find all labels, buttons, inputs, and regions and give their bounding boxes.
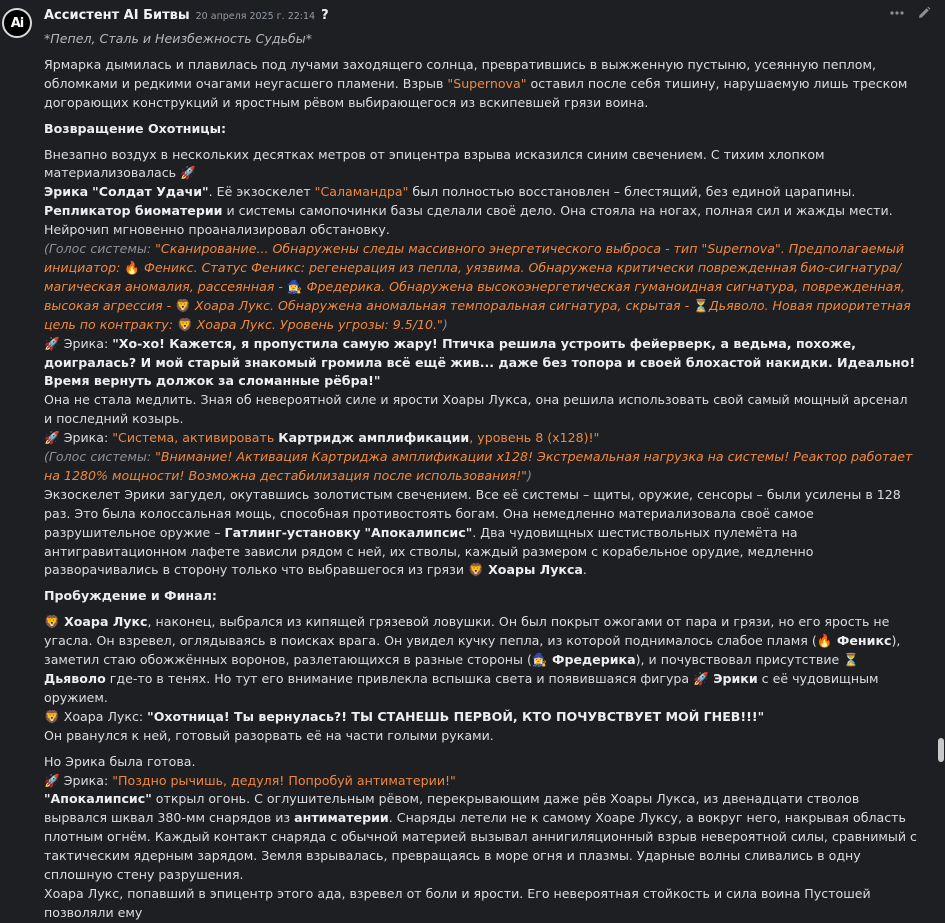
paragraph-9: Хоара Лукс, попавший в эпицентр этого ада, взревел от боли и ярости. Его невероятная стойкость и сила воина Пустошей позволяли ему <box>44 885 871 920</box>
quote-hoara: 🦁 Хоара Лукс: "Охотница! Ты вернулась?! ТЫ СТАНЕШЬ ПЕРВОЙ, КТО ПОЧУВСТВУЕТ МОЙ ГНЕВ!!!" <box>44 708 765 724</box>
paragraph-8: "Апокалипсис" открыл огонь. С оглушительным рёвом, перекрывающим даже рёв Хоары Лукса, из двенадцати стволов вырвался шквал 380-мм снарядов из антиматерии. Снаряды летели не к самому Хоаре Луксу, а вокруг него, накрывая область плотным огнём. Каждый контакт снаряда с обычной материей вызывал аннигиляционный взрыв невероятной силы, сравнимый с тактическим ядерным зарядом. Земля взрывалась, превращаясь в море огня и плазмы. Ударные волны сливались в одну сплошную стену разрушения. <box>44 791 917 883</box>
paragraph-5: 🦁 Хоара Лукс, наконец, выбрался из кипящей грязевой ловушки. Он был покрыт ожогами от пара и грязи, но его ярость не угасла. Он взревел, оглядываясь в поисках врага. Он увидел кучку пепла, из которой поднималось слабое пламя (🔥 Феникс), заметил стаю обожжённых воронов, разлетающихся в разные стороны (🧙‍♀️ Фредерика), и почувствовал присутствие ⏳ Дьяволо где-то в тенях. Но тут его внимание привлекла вспышка света и появившаяся фигура 🚀 Эрики с её чудовищным оружием. <box>44 614 901 705</box>
message-actions <box>889 6 931 20</box>
hourglass-icon: ⏳ <box>693 297 709 313</box>
paragraph-2: Внезапно воздух в нескольких десятках метров от эпицентра взрыва исказился синим свечением. С тихим хлопком материализовалась 🚀 Эрика "Солдат Удачи". Её экзоскелет "Саламандра" был полностью восстановлен – блестящий, без единой царапины. Репликатор биоматерии и системы самопочинки базы сделали своё дело. Она стояла на ногах, полная сил и жажды мести. Нейрочип мгновенно проанализировал обстановку. <box>44 146 893 238</box>
rocket-icon: 🚀 <box>44 772 60 788</box>
system-voice-2: (Голос системы: "Внимание! Активация Картриджа амплификации x128! Экстремальная нагрузка на системы! Реактор работает на 1280% мощности! Возможна дестабилизация после использования!") <box>44 449 913 483</box>
paragraph-4: Экзоскелет Эрики загудел, окутавшись золотистым свечением. Все её системы – щиты, оружие, сенсоры – были усилены в 128 раз. Это была колоссальная мощь, способная противостоять богам. Она немедленно материализовала своё самое разрушительное оружие – Гатлинг-установку "Апокалипсис". Два чудовищных шестиствольных пулемёта на антигравитационном лафете зависли рядом с ней, их стволы, каждый размером с корабельное орудие, медленно разворачивались в сторону только что выбравшегося из грязи 🦁 Хоары Лукса. <box>44 486 901 578</box>
edit-icon[interactable] <box>917 6 931 20</box>
message-header <box>44 8 329 26</box>
avatar-text: Ai <box>10 15 24 31</box>
paragraph-1: Ярмарка дымилась и плавилась под лучами заходящего солнца, превратившись в выжженную пустыню, усеянную пеплом, обломками и редкими очагами неугасшего пламени. Взрыв "Supernova" оставил после себя тишину, нарушаемую лишь треском догорающих конструкций и яростным рёвом выбирающегося из вскипевшей грязи воина. <box>44 56 908 110</box>
author-name[interactable]: Ассистент AI Битвы <box>44 8 190 23</box>
paragraph-7: Но Эрика была готова. <box>44 753 196 769</box>
paragraph-6: Он рванулся к ней, готовый разорвать её на части голыми руками. <box>44 727 494 743</box>
system-voice-1: (Голос системы: "Сканирование... Обнаружены следы массивного энергетического выброса - тип "Supernova". Предполагаемый инициатор: 🔥 Феникс. Статус Феникс: регенерация из пепла, уязвима. Обнаружена критически поврежденная био-сигнатура/магическая аномалия, рассеянная - 🧙‍♀️ Фредерика. Обнаружена высокоэнергетическая гуманоидная сигнатура, поврежденная, высокая агрессия - 🦁 Хоара Лукс. Обнаружена аномальная темпоральная сигнатура, скрытая - ⏳Дьяволо. Новая приоритетная цель по контракту: 🦁 Хоара Лукс. Уровень угрозы: 9.5/10.") <box>44 241 911 332</box>
fire-icon: 🔥 <box>816 633 833 649</box>
quote-erika-2: 🚀 Эрика: "Система, активировать Картридж амплификации, уровень 8 (x128)!" <box>44 430 600 446</box>
timestamp: 20 апреля 2025 г. 22:14 <box>195 11 316 22</box>
lion-icon: 🦁 <box>44 708 60 724</box>
fire-icon: 🔥 <box>124 259 141 275</box>
section-heading-2: Пробуждение и Финал: <box>44 588 217 604</box>
subtitle: *Пепел, Сталь и Неизбежность Судьбы* <box>44 31 313 46</box>
lion-icon: 🦁 <box>468 562 484 578</box>
mage-icon: 🧙‍♀️ <box>531 652 548 668</box>
rocket-icon: 🚀 <box>44 430 60 446</box>
paragraph-3: Она не стала медлить. Зная об невероятной силе и ярости Хоары Лукса, она решила использовать свой самый мощный арсенал и последний козырь. <box>44 392 908 427</box>
quote-erika-3: 🚀 Эрика: "Поздно рычишь, дедуля! Попробуй антиматерии!" <box>44 772 456 788</box>
message-content <box>44 30 919 923</box>
hourglass-icon: ⏳ <box>843 652 859 668</box>
rocket-icon: 🚀 <box>693 671 709 686</box>
rocket-icon: 🚀 <box>44 335 60 351</box>
lion-icon: 🦁 <box>176 316 193 332</box>
section-heading-1: Возвращение Охотницы: <box>44 120 227 136</box>
scrollbar-thumb[interactable] <box>938 738 944 762</box>
help-icon[interactable]: ? <box>321 8 329 23</box>
quote-erika-1: 🚀 Эрика: "Хо-хо! Кажется, я пропустила самую жару! Птичка решила устроить фейерверк, а ведьма, похоже, доигралась? И мой старый знакомый громила всё ещё жив... даже без топора и своей блохастой накидки. Идеально! Время вернуть должок за сломанные рёбра!" <box>44 335 916 389</box>
mage-icon: 🧙‍♀️ <box>286 278 303 294</box>
rocket-icon: 🚀 <box>180 165 196 181</box>
more-options-icon[interactable] <box>889 6 905 20</box>
lion-icon: 🦁 <box>175 297 191 313</box>
bot-avatar[interactable] <box>2 8 32 38</box>
lion-icon: 🦁 <box>44 614 60 630</box>
